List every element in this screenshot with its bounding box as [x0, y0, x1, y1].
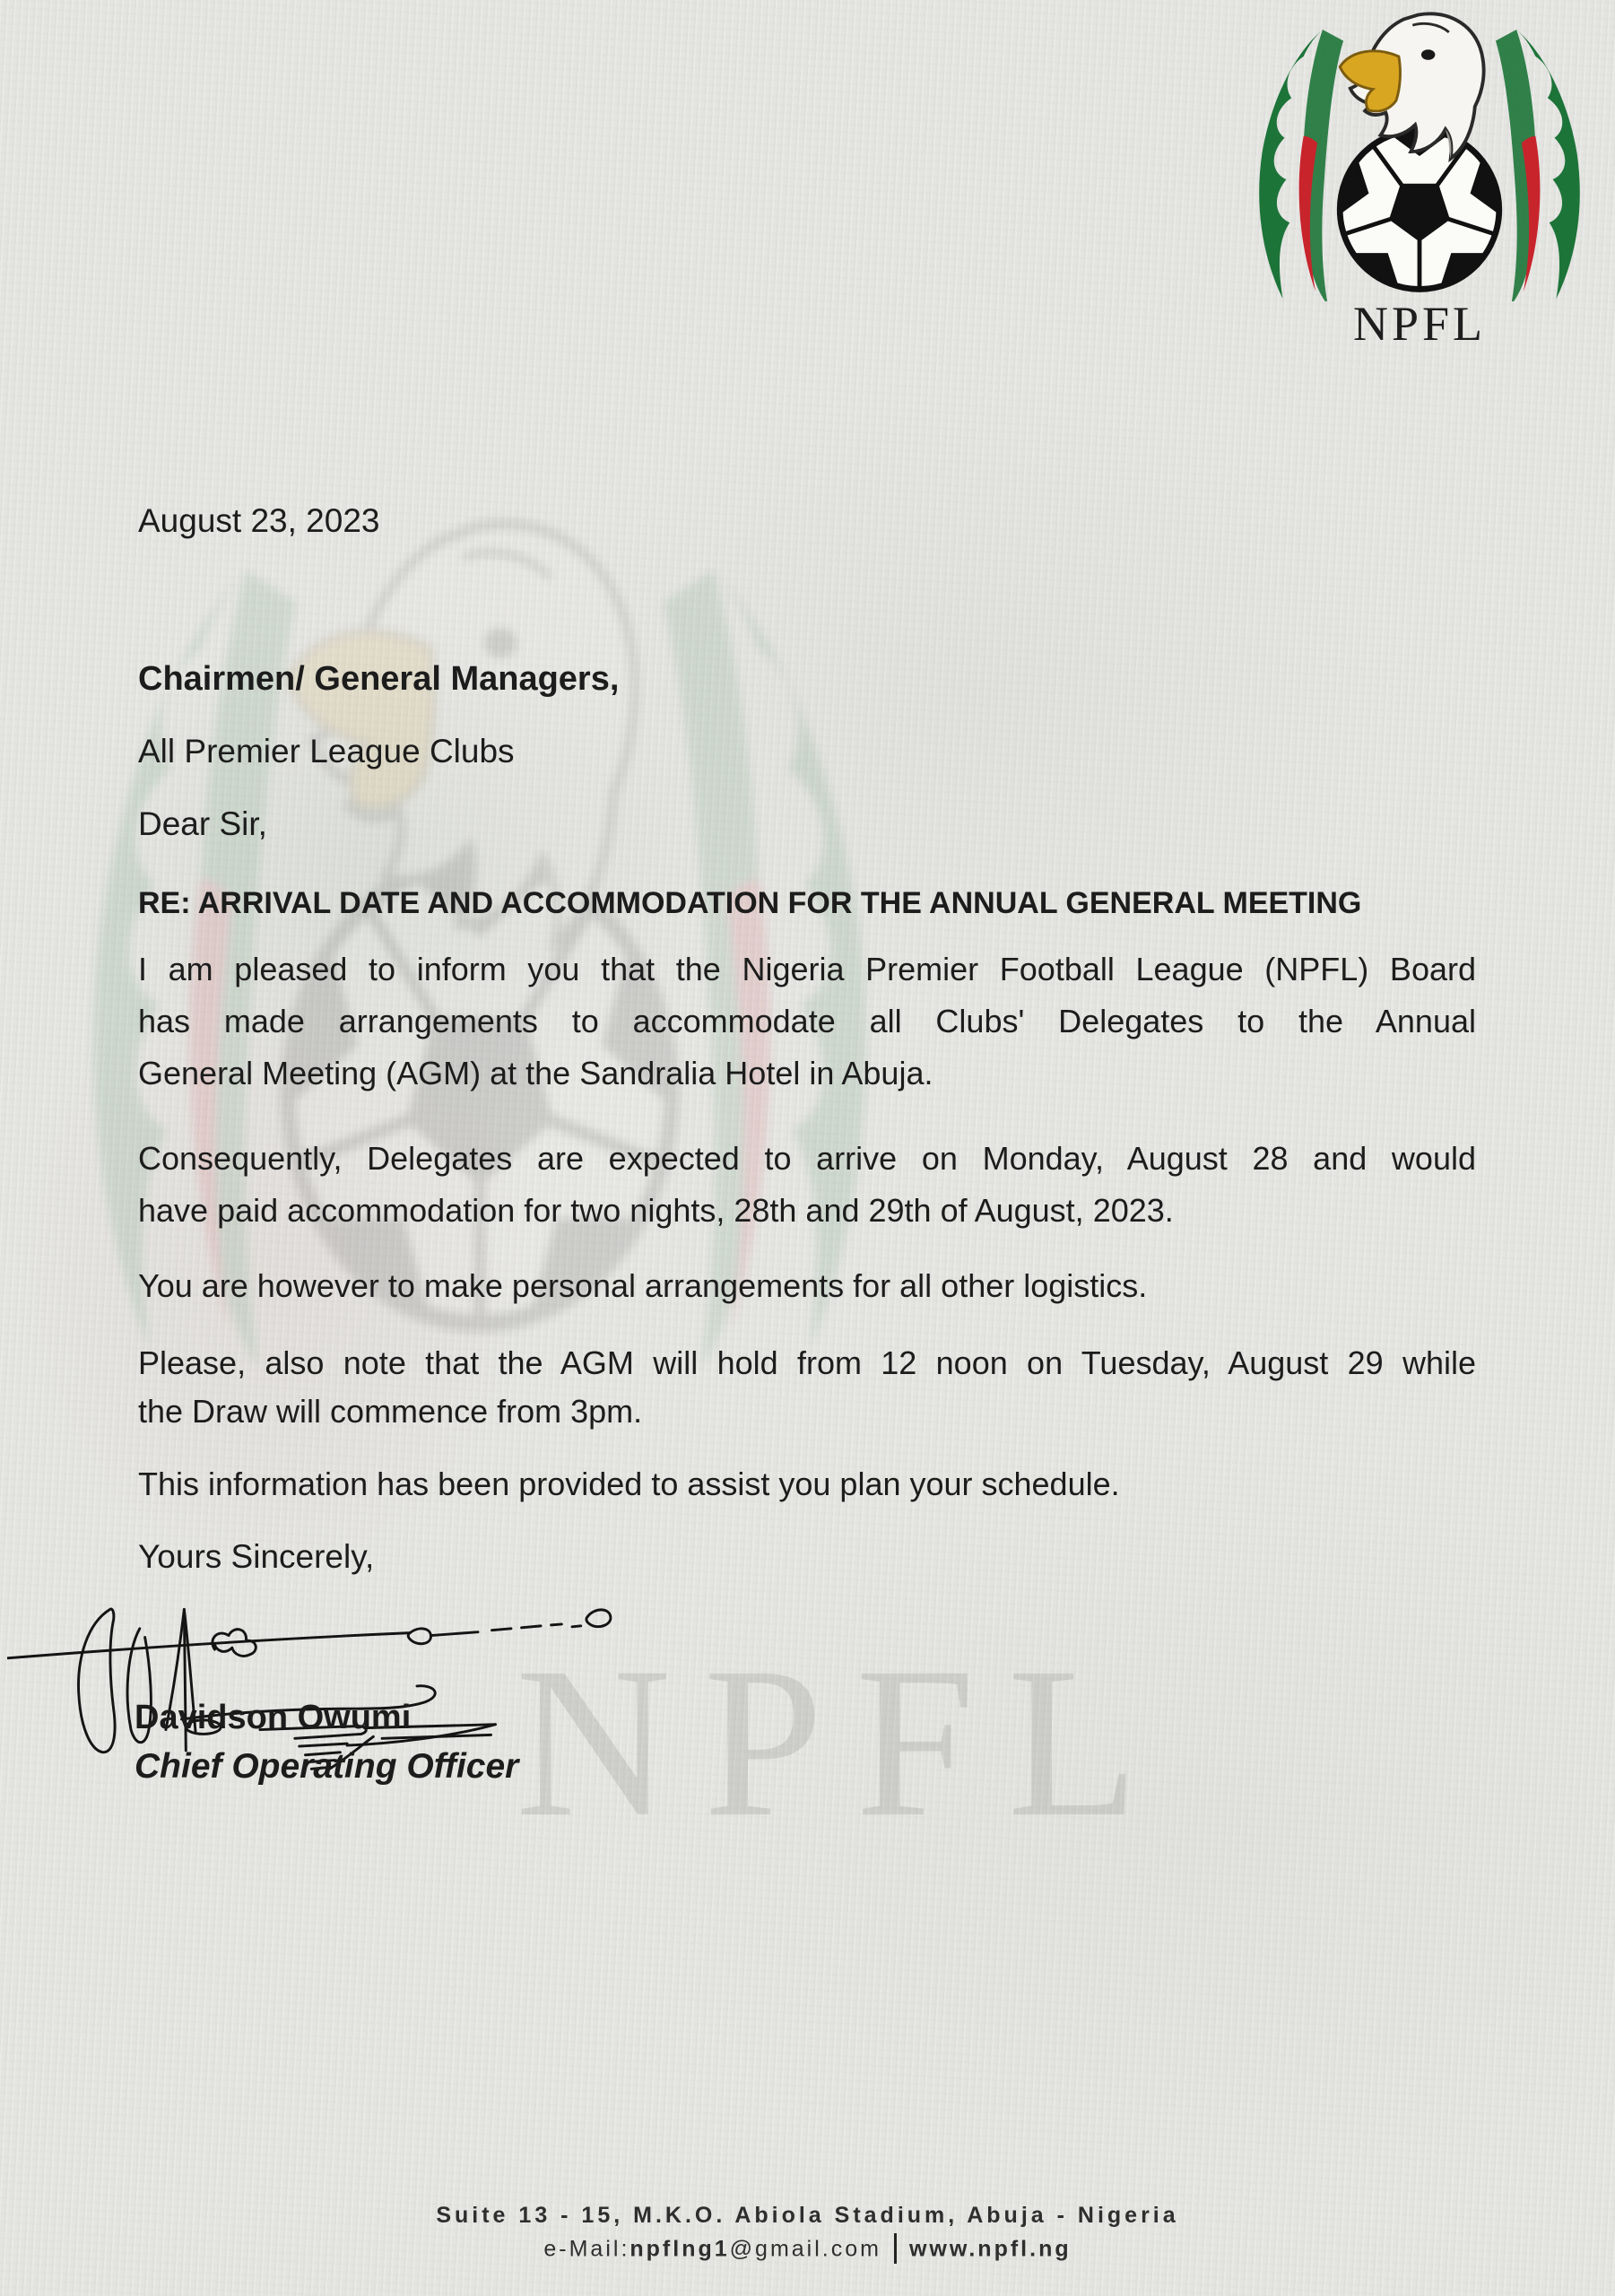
paragraph-line: has made arrangements to accommodate all Clubs' Delegates to the Annual	[138, 1003, 1476, 1039]
signatory-title: Chief Operating Officer	[135, 1747, 519, 1786]
paragraph-line: I am pleased to inform you that the Nigeria Premier Football League (NPFL) Board	[138, 951, 1476, 987]
paragraph-line: Consequently, Delegates are expected to arrive on Monday, August 28 and would	[138, 1140, 1476, 1177]
footer-contact	[0, 2233, 1615, 2267]
signatory-name: Davidson Owumi	[135, 1699, 412, 1736]
paragraph-line: Please, also note that the AGM will hold from 12 noon on Tuesday, August 29 while	[138, 1344, 1476, 1381]
website-url: www.npfl.ng	[908, 2236, 1072, 2262]
footer-divider	[894, 2233, 897, 2264]
recipient-organization: All Premier League Clubs	[138, 733, 515, 770]
salutation: Dear Sir,	[138, 805, 267, 842]
email-domain: @gmail.com	[729, 2236, 881, 2262]
npfl-text-watermark: NPFL	[516, 1622, 1171, 1861]
paragraph-line: You are however to make personal arrangements for all other logistics.	[138, 1267, 1148, 1304]
footer-address: Suite 13 - 15, M.K.O. Abiola Stadium, Abuja - Nigeria	[436, 2203, 1179, 2228]
paragraph-line: have paid accommodation for two nights, 28th and 29th of August, 2023.	[138, 1192, 1174, 1229]
letter-date: August 23, 2023	[138, 502, 380, 539]
email-label: e-Mail:	[543, 2236, 630, 2262]
email-user: npflng1	[630, 2236, 730, 2262]
paragraph-line: This information has been provided to assist you plan your schedule.	[138, 1465, 1120, 1502]
paragraph-line: the Draw will commence from 3pm.	[138, 1393, 643, 1430]
closing: Yours Sincerely,	[138, 1538, 375, 1575]
npfl-logo	[1246, 5, 1593, 301]
npfl-logo-text: NPFL	[1352, 297, 1487, 351]
recipient-title: Chairmen/ General Managers,	[138, 660, 620, 698]
paragraph-line: General Meeting (AGM) at the Sandralia Hotel in Abuja.	[138, 1055, 933, 1091]
subject-line: RE: ARRIVAL DATE AND ACCOMMODATION FOR THE ANNUAL GENERAL MEETING	[138, 886, 1362, 920]
